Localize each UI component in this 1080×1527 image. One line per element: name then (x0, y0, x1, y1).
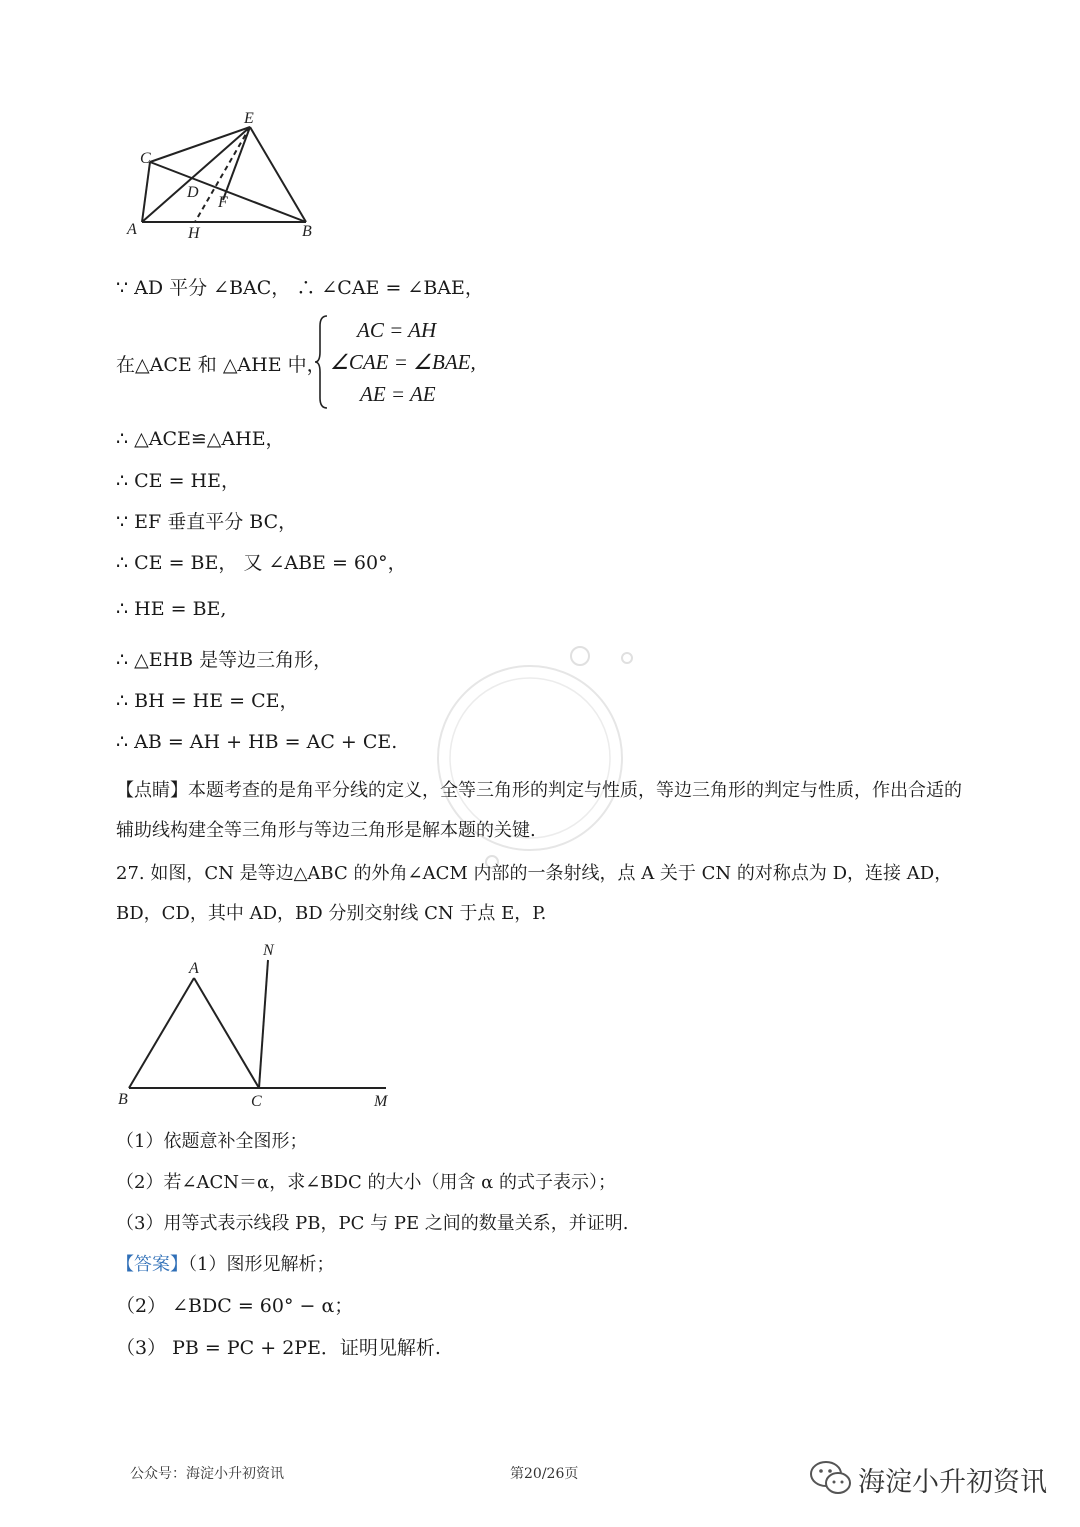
label-e: E (244, 110, 254, 127)
answer-line-2: （2） ∠BDC = 60° − α； (116, 1295, 354, 1317)
label-b: B (302, 223, 312, 240)
label-n: N (263, 942, 274, 959)
label-d: D (187, 184, 199, 201)
question-2: （2）若∠ACN＝α，求∠BDC 的大小（用含 α 的式子表示）； (116, 1172, 617, 1193)
wechat-logo-icon (808, 1458, 854, 1498)
figure-triangle-abe (120, 105, 330, 245)
problem-27-text: 27. 如图，CN 是等边△ABC 的外角∠ACM 内部的一条射线，点 A 关于 CN 的对称点为 D，连接 AD，BD，CD，其中 AD，BD 分别交射线 CN 于点 E，P. (116, 863, 953, 924)
label-a: A (127, 221, 137, 238)
brace-row-2: ∠CAE = ∠BAE, (330, 350, 476, 374)
proof-line-4: ∵ EF 垂直平分 BC， (116, 511, 298, 533)
question-3: （3）用等式表示线段 PB，PC 与 PE 之间的数量关系，并证明. (116, 1213, 629, 1234)
answer-line-1 (116, 1253, 334, 1277)
label-m: M (374, 1093, 388, 1110)
answer-line-3: （3） PB = PC + 2PE．证明见解析. (116, 1337, 441, 1359)
left-brace-icon (314, 312, 330, 412)
proof-line-7: ∴ △EHB 是等边三角形， (116, 649, 333, 671)
proof-line-8: ∴ BH = HE = CE， (116, 690, 299, 712)
footer-page-number: 第20/26页 (510, 1466, 579, 1482)
figure-triangle-abc (110, 935, 410, 1115)
comment-paragraph: 【点睛】本题考查的是角平分线的定义，全等三角形的判定与性质，等边三角形的判定与性质，作出合适的辅助线构建全等三角形与等边三角形是解本题的关键. (116, 780, 962, 841)
label-f: F (218, 194, 228, 211)
label-c2: C (251, 1093, 262, 1110)
footer-account: 公众号：海淀小升初资讯 (130, 1466, 284, 1482)
label-c: C (140, 150, 151, 167)
label-h: H (188, 225, 200, 242)
proof-line-5: ∴ CE = BE， 又 ∠ABE = 60°， (116, 552, 407, 574)
answer-tag: 【答案】 (116, 1254, 188, 1275)
proof-line-2: ∴ △ACE≌△AHE， (116, 428, 285, 450)
watermark-account-name: 海淀小升初资讯 (858, 1467, 1047, 1498)
proof-line-3: ∴ CE = HE， (116, 470, 240, 492)
proof-line-1: ∵ AD 平分 ∠BAC， ∴ ∠CAE = ∠BAE， (116, 277, 484, 299)
brace-row-1: AC = AH (357, 318, 437, 342)
label-b2: B (118, 1091, 128, 1108)
proof-line-9: ∴ AB = AH + HB = AC + CE. (116, 731, 398, 753)
question-1: （1）依题意补全图形； (116, 1131, 308, 1152)
answer-part-1: （1）图形见解析； (188, 1254, 335, 1275)
congruence-brace-system (116, 312, 536, 412)
brace-lead: 在△ACE 和 △AHE 中， (116, 354, 326, 376)
label-a2: A (189, 960, 199, 977)
brace-row-3: AE = AE (360, 382, 436, 406)
proof-line-6: ∴ HE = BE, (116, 598, 227, 620)
